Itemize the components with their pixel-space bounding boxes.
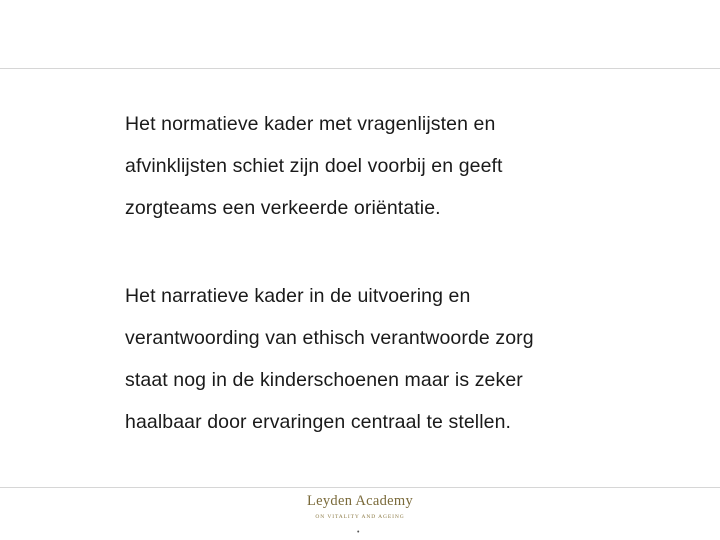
paragraph-line: Het normatieve kader met vragenlijsten en — [125, 113, 496, 135]
paragraph-line: Het narratieve kader in de uitvoering en — [125, 285, 471, 307]
logo-subtitle: ON VITALITY AND AGEING — [315, 514, 405, 520]
leyden-academy-logo — [300, 491, 420, 521]
paragraph-line: zorgteams een verkeerde oriëntatie. — [125, 197, 441, 219]
paragraph-line: verantwoording van ethisch verantwoorde zorg — [125, 327, 534, 349]
page-marker: • — [357, 529, 360, 536]
paragraph-narrative-frame — [125, 275, 685, 443]
bottom-divider — [0, 487, 720, 488]
paragraph-normative-frame — [125, 103, 685, 229]
paragraph-line: staat nog in de kinderschoenen maar is zeker — [125, 369, 523, 391]
paragraph-line: afvinklijsten schiet zijn doel voorbij en geeft — [125, 155, 503, 177]
top-divider — [0, 68, 720, 69]
paragraph-line: haalbaar door ervaringen centraal te stellen. — [125, 411, 512, 433]
logo-title: Leyden Academy — [306, 493, 414, 509]
